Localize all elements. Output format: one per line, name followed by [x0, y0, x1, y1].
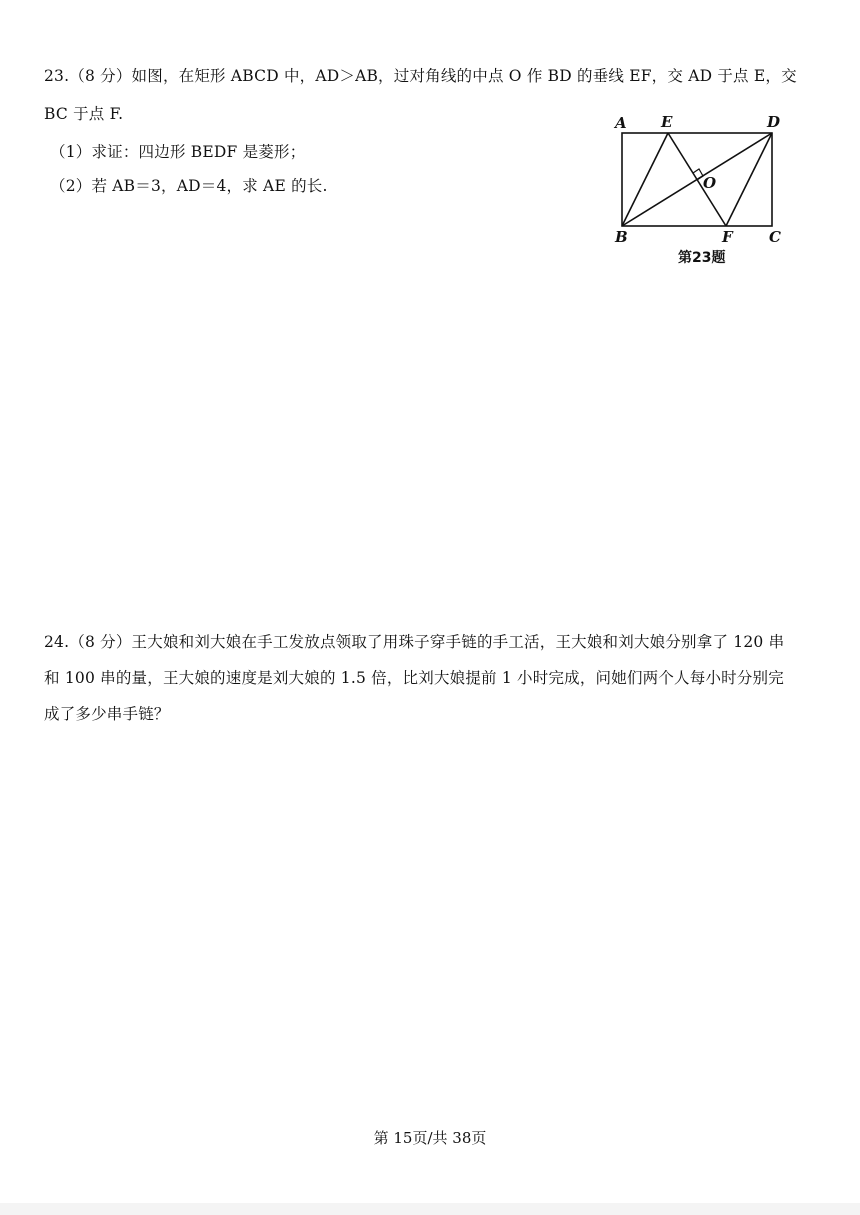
q23-line-1: 23.（8 分）如图，在矩形 ABCD 中，AD＞AB，过对角线的中点 O 作 BD 的垂线 EF，交 AD 于点 E，交	[44, 67, 797, 85]
q23-line-2: BC 于点 F.	[44, 105, 124, 123]
rectangle-diagram	[606, 108, 790, 268]
q24-line-2: 和 100 串的量，王大娘的速度是刘大娘的 1.5 倍，比刘大娘提前 1 小时完成，问她们两个人每小时分别完	[44, 669, 784, 687]
q23-part-1: （1）求证：四边形 BEDF 是菱形；	[50, 143, 306, 161]
label-o: O	[703, 174, 717, 192]
label-a: A	[615, 114, 627, 132]
label-f: F	[722, 228, 733, 246]
q24-line-3: 成了多少串手链？	[44, 705, 170, 723]
label-e: E	[661, 113, 673, 131]
label-b: B	[615, 228, 628, 246]
q24-line-1: 24.（8 分）王大娘和刘大娘在手工发放点领取了用珠子穿手链的手工活，王大娘和刘大娘分别拿了 120 串	[44, 633, 785, 651]
label-c: C	[769, 228, 781, 246]
q23-rectangle-figure	[606, 108, 790, 268]
figure-caption: 第23题	[678, 250, 726, 266]
page-number-footer: 第 15页/共 38页	[373, 1129, 487, 1147]
q23-part-2: （2）若 AB＝3，AD＝4，求 AE 的长.	[50, 177, 328, 195]
scan-bottom-strip	[0, 1203, 860, 1215]
label-d: D	[767, 113, 781, 131]
